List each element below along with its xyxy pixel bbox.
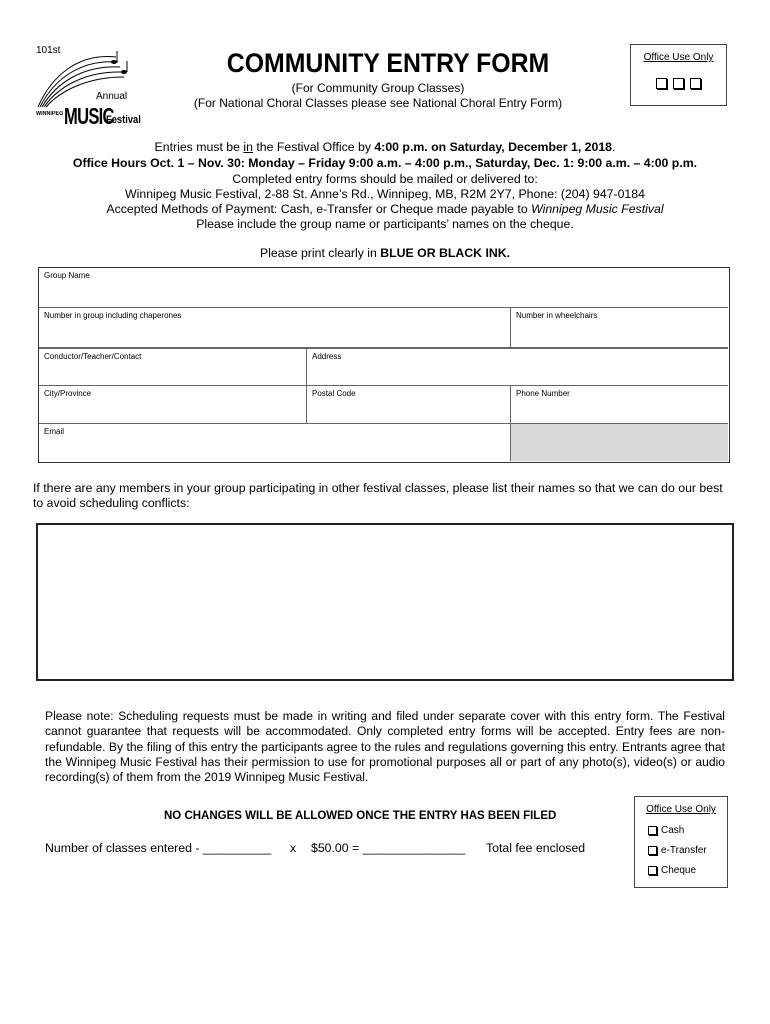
city-province-label: City/Province bbox=[44, 389, 92, 398]
logo-festival: Festival bbox=[106, 114, 141, 126]
group-name-field[interactable] bbox=[39, 268, 728, 308]
checkbox-icon bbox=[648, 846, 657, 855]
festival-logo bbox=[34, 45, 141, 130]
mail-instruction: Completed entry forms should be mailed or delivered to: bbox=[232, 172, 538, 186]
office-use-label: Office Use Only bbox=[643, 52, 714, 63]
payment-option-cheque[interactable]: Cheque bbox=[648, 865, 696, 876]
office-hours: Office Hours Oct. 1 – Nov. 30: Monday – Friday 9:00 a.m. – 4:00 p.m., Saturday, Dec. 1: 9:00 a.m. – 4:00 p.m. bbox=[72, 156, 698, 170]
office-checkbox-1[interactable] bbox=[656, 78, 667, 89]
phone-number-field[interactable] bbox=[511, 386, 728, 424]
payment-option-cash[interactable]: Cash bbox=[648, 825, 684, 836]
address-label: Address bbox=[312, 352, 342, 361]
address-field[interactable] bbox=[307, 348, 728, 386]
shaded-cell bbox=[511, 424, 728, 461]
logo-winnipeg: WINNIPEG bbox=[36, 111, 64, 117]
postal-code-field[interactable] bbox=[307, 386, 511, 424]
office-checkbox-2[interactable] bbox=[673, 78, 684, 89]
payment-option-etransfer[interactable]: e-Transfer bbox=[648, 845, 707, 856]
number-in-group-field[interactable] bbox=[39, 308, 511, 348]
fee-amount-field[interactable]: $50.00 = _______________ bbox=[311, 841, 466, 855]
deadline-line: Entries must be in the Festival Office by 4:00 p.m. on Saturday, December 1, 2018. bbox=[154, 140, 616, 154]
page-title: COMMUNITY ENTRY FORM bbox=[226, 48, 550, 78]
email-field[interactable] bbox=[39, 424, 511, 461]
number-in-group-label: Number in group including chaperones bbox=[44, 311, 182, 320]
entry-form-table bbox=[38, 267, 730, 463]
logo-edition: 101st bbox=[36, 45, 61, 56]
payment-methods: Accepted Methods of Payment: Cash, e-Transfer or Cheque made payable to Winnipeg Music Festival bbox=[106, 202, 664, 216]
logo-music: MUSIC bbox=[64, 103, 114, 129]
disclaimer-paragraph: Please note: Scheduling requests must be made in writing and filed under separate cover with this entry form. The Festival cannot guarantee that requests will be accommodated. Only completed entry forms will be accepted. Entry fees are non-refundable. By the filing of this entry the participants agree to the rules and regulations governing this entry. Entrants agree that the Winnipeg Music Festival has their permission to use for promotional purposes all or part of any photo(s), video(s) or audio recording(s) of them from the 2019 Winnipeg Music Festival. bbox=[45, 709, 725, 785]
festival-address: Winnipeg Music Festival, 2-88 St. Anne’s Rd., Winnipeg, MB, R2M 2Y7, Phone: (204) 947-0184 bbox=[125, 187, 645, 201]
times-sign: x bbox=[290, 841, 297, 855]
conflicts-instruction: If there are any members in your group participating in other festival classes, please list their names so that we can do our best to avoid scheduling conflicts: bbox=[33, 481, 723, 510]
checkbox-icon bbox=[648, 866, 657, 875]
number-wheelchairs-label: Number in wheelchairs bbox=[516, 311, 598, 320]
office-checkbox-3[interactable] bbox=[690, 78, 701, 89]
email-label: Email bbox=[44, 427, 65, 436]
contact-label: Conductor/Teacher/Contact bbox=[44, 352, 142, 361]
group-name-label: Group Name bbox=[44, 271, 90, 280]
total-fee-label: Total fee enclosed bbox=[486, 841, 586, 855]
subtitle-national-choral: (For National Choral Classes please see National Choral Entry Form) bbox=[193, 96, 563, 110]
subtitle-community: (For Community Group Classes) bbox=[291, 81, 465, 95]
office-use-box-bottom bbox=[634, 796, 728, 888]
logo-annual: Annual bbox=[96, 91, 128, 102]
office-use-label-bottom: Office Use Only bbox=[646, 804, 716, 815]
cheque-note: Please include the group name or participants’ names on the cheque. bbox=[196, 217, 574, 231]
contact-field[interactable] bbox=[39, 348, 307, 386]
number-wheelchairs-field[interactable] bbox=[511, 308, 728, 348]
phone-number-label: Phone Number bbox=[516, 389, 570, 398]
conflicts-names-textarea[interactable] bbox=[36, 523, 734, 681]
office-use-box-top bbox=[630, 44, 727, 106]
no-changes-notice: NO CHANGES WILL BE ALLOWED ONCE THE ENTRY HAS BEEN FILED bbox=[164, 810, 557, 822]
print-instruction: Please print clearly in BLUE OR BLACK INK. bbox=[259, 246, 511, 260]
classes-entered-field[interactable]: Number of classes entered - __________ bbox=[45, 841, 272, 855]
postal-code-label: Postal Code bbox=[312, 389, 356, 398]
checkbox-icon bbox=[648, 826, 657, 835]
city-province-field[interactable] bbox=[39, 386, 307, 424]
